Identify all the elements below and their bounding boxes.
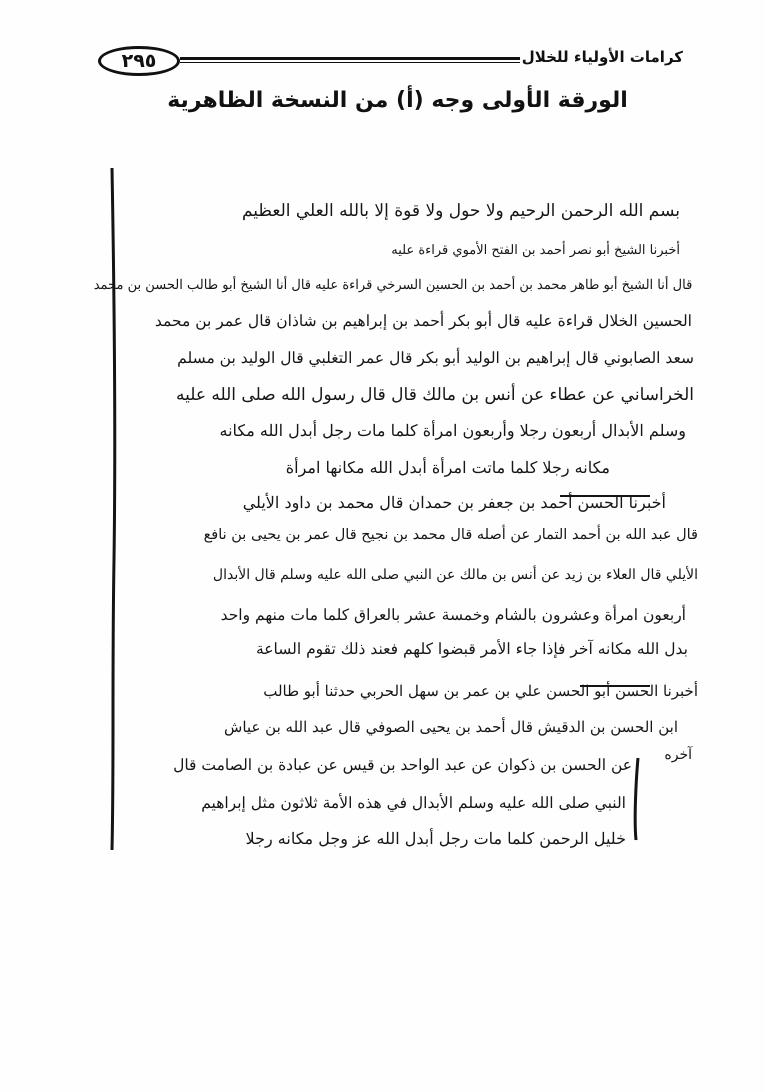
manuscript-line: وسلم الأبدال أربعون رجلا وأربعون امرأة كلما مات رجل أبدل الله مكانه	[219, 421, 686, 440]
book-title: كرامات الأولياء للخلال	[521, 48, 683, 66]
manuscript-line: الأيلي قال العلاء بن زيد عن أنس بن مالك عن النبي صلى الله عليه وسلم قال الأبدال	[212, 567, 698, 583]
manuscript-line: بسم الله الرحمن الرحيم ولا حول ولا قوة إلا بالله العلي العظيم	[241, 201, 680, 221]
manuscript-line: بدل الله مكانه آخر فإذا جاء الأمر قبضوا كلهم فعند ذلك تقوم الساعة	[256, 640, 688, 658]
manuscript-line: الحسين الخلال قراءة عليه قال أبو بكر أحمد بن إبراهيم بن شاذان قال عمر بن محمد	[154, 312, 692, 330]
margin-bracket	[635, 758, 638, 840]
manuscript-line: مكانه رجلا كلما ماتت امرأة أبدل الله مكانها امرأة	[285, 458, 610, 477]
manuscript-facsimile	[90, 160, 700, 880]
running-header	[98, 40, 683, 80]
page-number: ٢٩٥	[98, 46, 180, 76]
manuscript-line: أخبرنا الحسن أبو الحسن علي بن عمر بن سهل الحربي حدثنا أبو طالب	[263, 682, 698, 700]
header-rule	[180, 57, 520, 63]
manuscript-line: سعد الصابوني قال إبراهيم بن الوليد أبو بكر قال عمر التغلبي قال الوليد بن مسلم	[177, 349, 694, 367]
manuscript-line: الخراساني عن عطاء عن أنس بن مالك قال قال رسول الله صلى الله عليه	[175, 385, 694, 405]
manuscript-line: النبي صلى الله عليه وسلم الأبدال في هذه الأمة ثلاثون مثل إبراهيم	[201, 794, 626, 812]
manuscript-line: أخبرنا الشيخ أبو نصر أحمد بن الفتح الأموي قراءة عليه	[391, 243, 680, 258]
section-heading: الورقة الأولى وجه (أ) من النسخة الظاهرية	[167, 88, 628, 113]
manuscript-line: ابن الحسن بن الدقيش قال أحمد بن يحيى الصوفي قال عبد الله بن عياش	[224, 718, 678, 736]
manuscript-line: أربعون امرأة وعشرون بالشام وخمسة عشر بالعراق كلما مات منهم واحد	[220, 606, 686, 624]
manuscript-line: أخبرنا الحسن أحمد بن جعفر بن حمدان قال محمد بن داود الأيلي	[242, 493, 666, 512]
manuscript-line: خليل الرحمن كلما مات رجل أبدل الله عز وجل مكانه رجلا	[245, 829, 626, 848]
manuscript-line: قال أنا الشيخ أبو طاهر محمد بن أحمد بن الحسين السرخي قراءة عليه قال أنا الشيخ أبو طالب الحسن بن محمد	[93, 277, 692, 293]
margin-rule-left	[112, 168, 115, 850]
margin-note: آخره	[664, 747, 692, 763]
manuscript-line: عن الحسن بن ذكوان عن عبد الواحد بن قيس عن عبادة بن الصامت قال	[173, 756, 632, 774]
manuscript-line: قال عبد الله بن أحمد التمار عن أصله قال محمد بن نجيح قال عمر بن يحيى بن نافع	[203, 527, 698, 543]
